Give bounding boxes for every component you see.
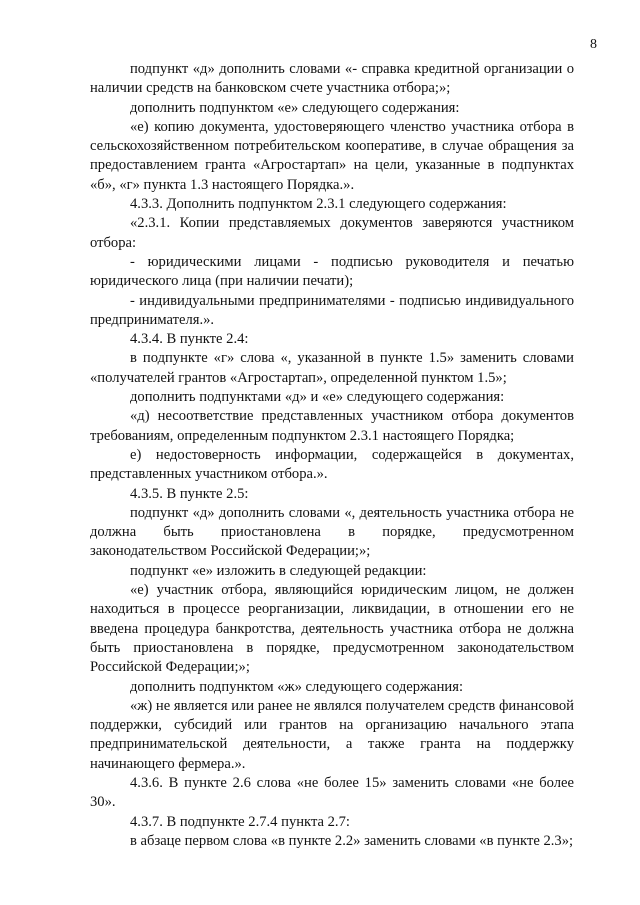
paragraph: подпункт «д» дополнить словами «, деятельность участника отбора не должна быть приостановлена в порядке, предусмотренном законодательством Российской Федерации;»; (90, 504, 574, 560)
paragraph: подпункт «е» изложить в следующей редакции: (130, 562, 427, 579)
paragraph: - юридическими лицами - подписью руководителя и печатью юридического лица (при наличии печати); (90, 253, 574, 290)
paragraph: е) недостоверность информации, содержащейся в документах, представленных участником отбора.». (90, 446, 574, 483)
paragraph: «2.3.1. Копии представляемых документов заверяются участником отбора: (90, 215, 574, 251)
paragraph: в подпункте «г» слова «, указанной в пункте 1.5» заменить словами «получателей грантов «Агростартап», определенной пунктом 1.5»; (90, 350, 574, 386)
paragraph: 4.3.3. Дополнить подпунктом 2.3.1 следующего содержания: (130, 196, 507, 213)
paragraph: «д) несоответствие представленных участником отбора документов требованиям, определенным подпунктом 2.3.1 настоящего Порядка; (90, 408, 574, 444)
paragraph: в абзаце первом слова «в пункте 2.2» заменить словами «в пункте 2.3»; (130, 832, 574, 849)
document-body (90, 60, 574, 851)
paragraph: дополнить подпунктом «ж» следующего содержания: (130, 678, 464, 695)
paragraph: «е) участник отбора, являющийся юридическим лицом, не должен находиться в процессе реорганизации, ликвидации, в отношении его не введена процедура банкротства, деятельность участника отбора не должна быть приостановлена в порядке, предусмотренном законодательством Российской Федерации;»; (90, 582, 574, 676)
paragraph: «е) копию документа, удостоверяющего членство участника отбора в сельскохозяйственном потребительском кооперативе, в случае обращения за предоставлением гранта «Агростартап» на цели, указанные в подпунктах «б», «г» пункта 1.3 настоящего Порядка.». (90, 118, 574, 193)
paragraph: «ж) не является или ранее не являлся получателем средств финансовой поддержки, субсидий или грантов на организацию начального этапа предпринимательской деятельности, а также гранта на поддержку начинающего фермера.». (90, 697, 574, 772)
paragraph: 4.3.4. В пункте 2.4: (130, 331, 249, 348)
paragraph: дополнить подпунктом «е» следующего содержания: (130, 99, 460, 116)
paragraph: - индивидуальными предпринимателями - подписью индивидуального предпринимателя.». (90, 292, 574, 328)
paragraph: дополнить подпунктами «д» и «е» следующего содержания: (130, 389, 505, 406)
paragraph: 4.3.5. В пункте 2.5: (130, 485, 249, 502)
paragraph: 4.3.7. В подпункте 2.7.4 пункта 2.7: (130, 813, 350, 830)
paragraph: 4.3.6. В пункте 2.6 слова «не более 15» заменить словами «не более 30». (90, 774, 574, 811)
paragraph: подпункт «д» дополнить словами «- справка кредитной организации о наличии средств на банковском счете участника отбора;»; (90, 61, 574, 97)
page-number: 8 (590, 37, 597, 52)
